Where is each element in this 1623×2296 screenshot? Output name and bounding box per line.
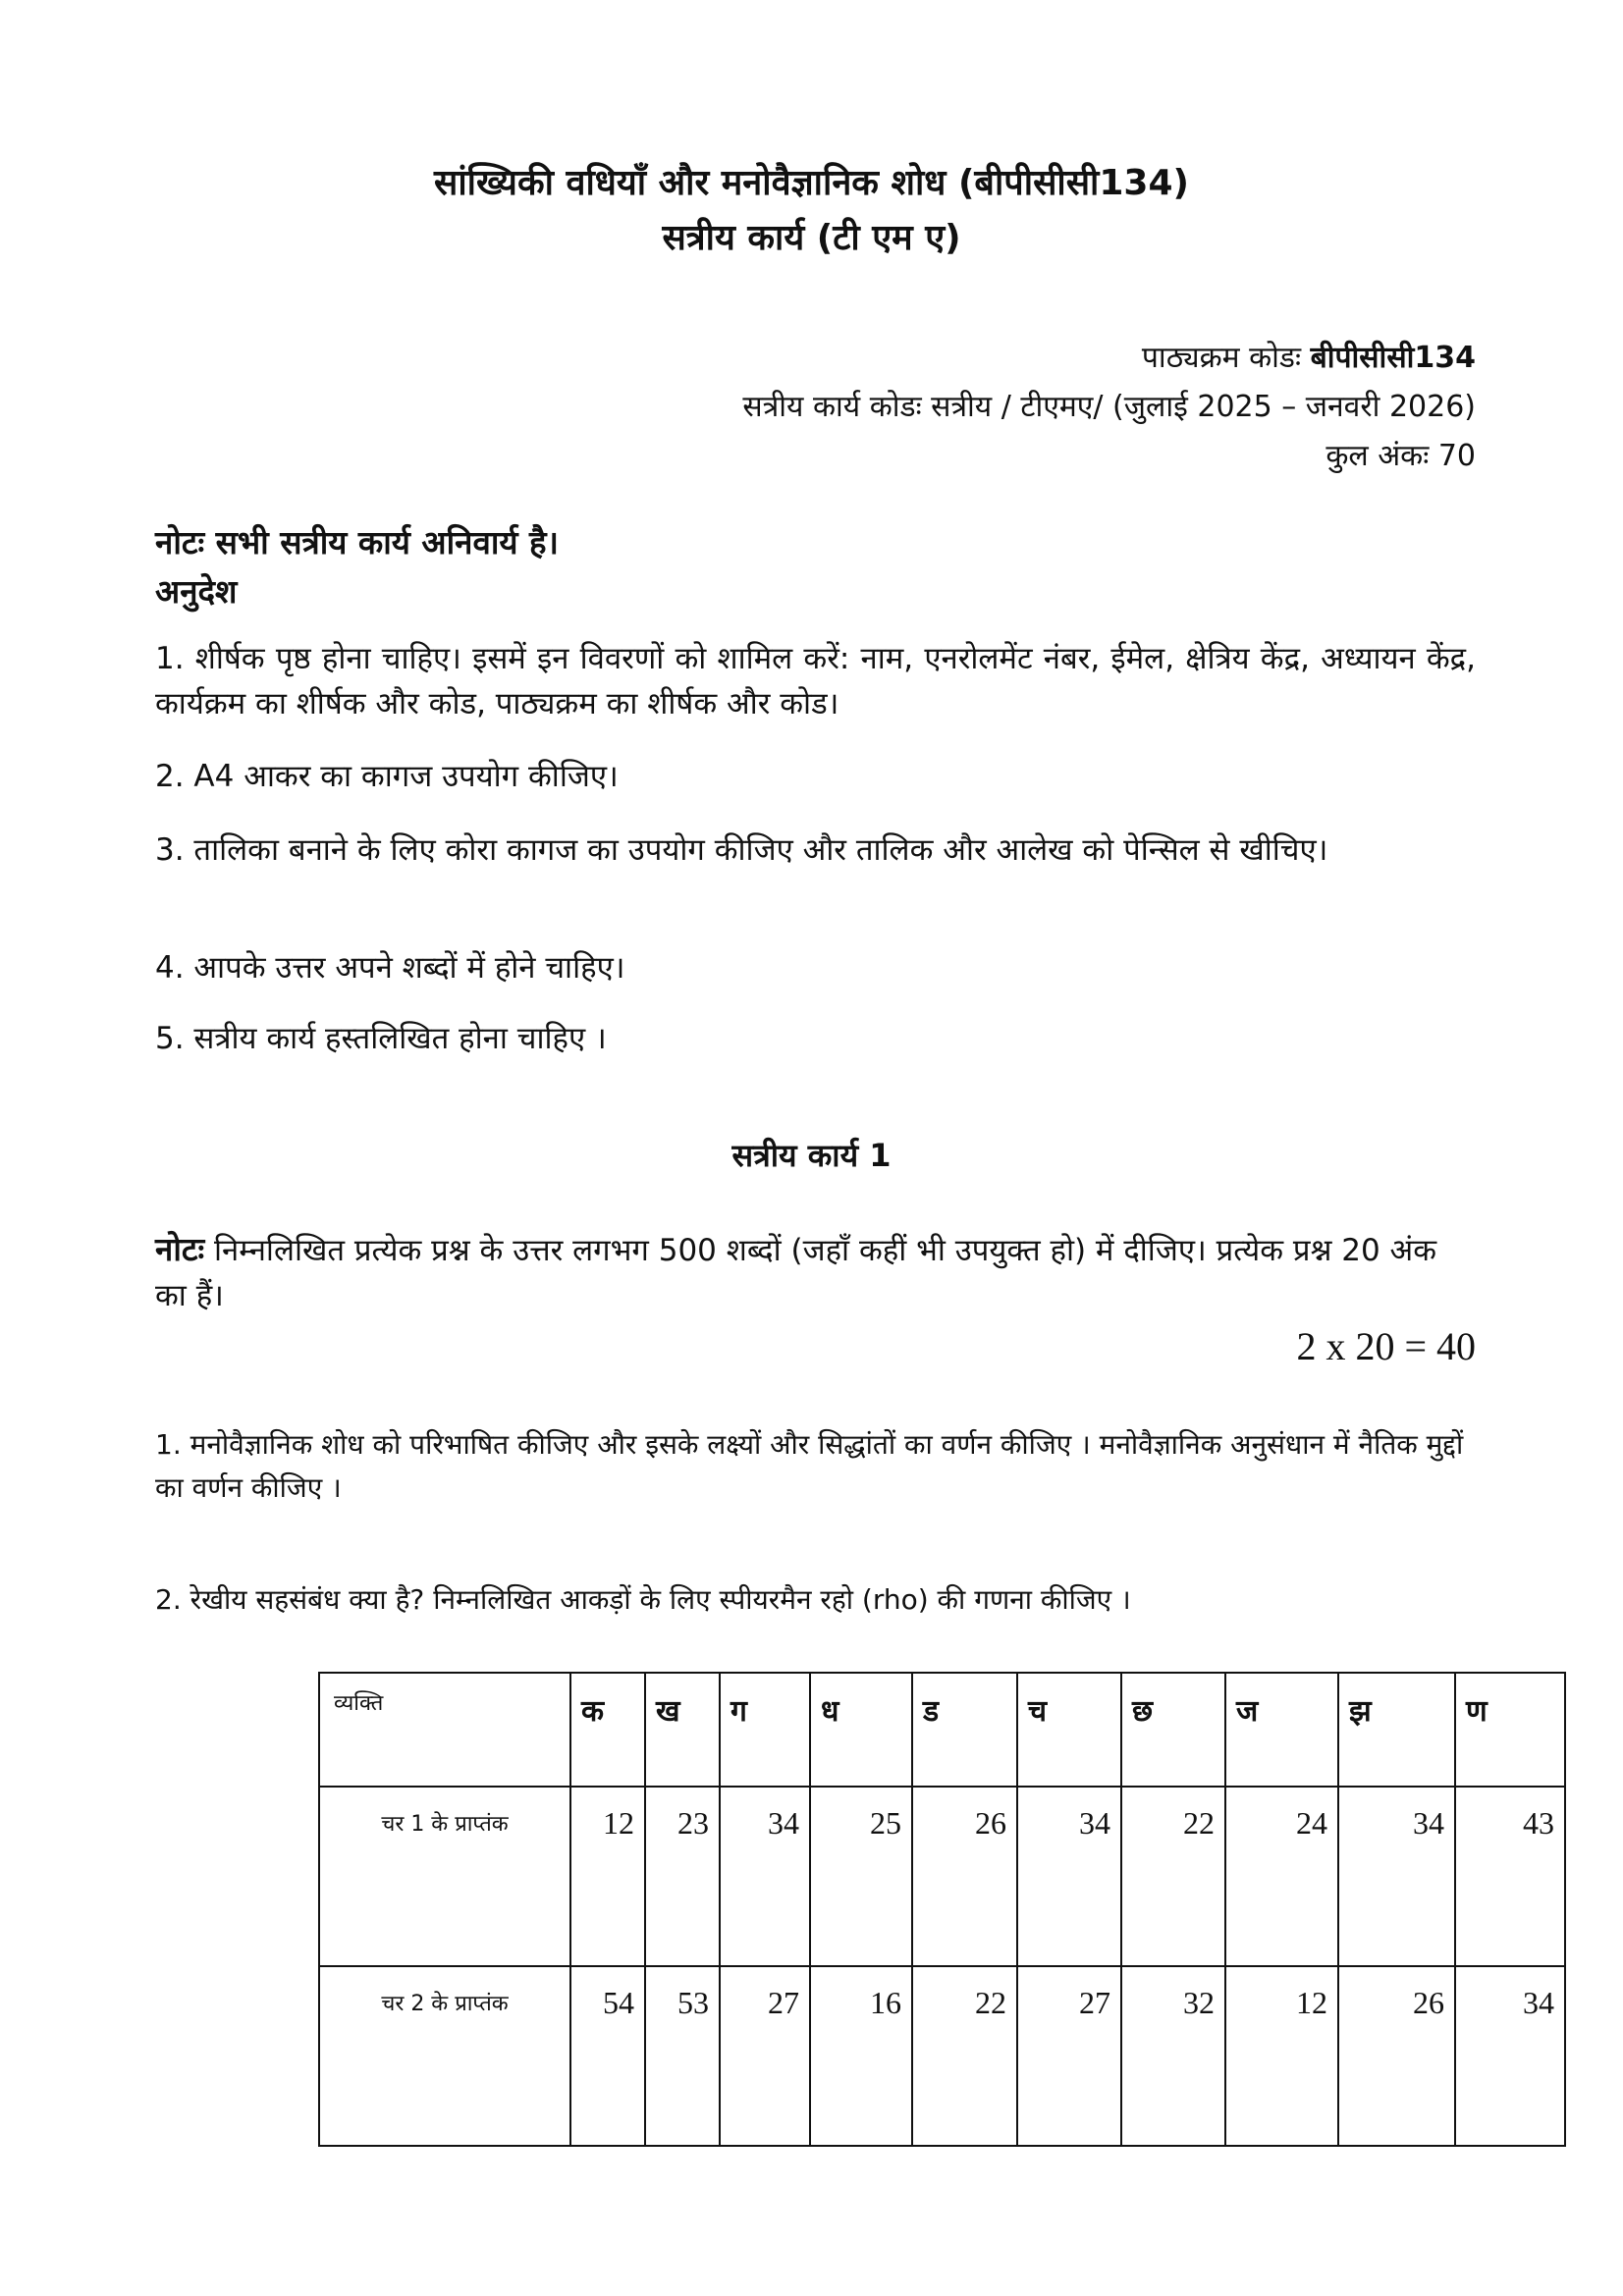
table-cell: 12 — [1225, 1966, 1338, 2146]
instruction-item-3: 3. तालिका बनाने के लिए कोरा कागज का उपयोग कीजिए और तालिक और आलेख को पेन्सिल से खीचिए। — [155, 832, 1328, 868]
section-note-label: नोटः — [155, 1230, 205, 1268]
table-row — [319, 1787, 1565, 1966]
row-label: चर 1 के प्राप्तंक — [319, 1787, 570, 1966]
instruction-item-4: 4. आपके उत्तर अपने शब्दों में होने चाहिए। — [155, 950, 625, 986]
table-cell: 16 — [810, 1966, 912, 2146]
table-cell: 26 — [1338, 1966, 1455, 2146]
table-header-cell: ण — [1455, 1673, 1565, 1787]
table-cell: 27 — [720, 1966, 810, 2146]
table-cell: 22 — [1121, 1787, 1225, 1966]
table-header-cell: ख — [645, 1673, 720, 1787]
total-marks-line: कुल अंकः 70 — [1325, 439, 1476, 473]
table-cell: 27 — [1017, 1966, 1121, 2146]
table-cell: 25 — [810, 1787, 912, 1966]
table-cell: 24 — [1225, 1787, 1338, 1966]
instruction-item-1: 1. शीर्षक पृष्ठ होना चाहिए। इसमें इन विवरणों को शामिल करें: नाम, एनरोलमेंट नंबर, ईमेल, क्षेत्रिय केंद्र, अध्यायन केंद्र, कार्यक्रम का शीर्षक और कोड, पाठ्यक्रम का शीर्षक और कोड। — [155, 641, 1476, 721]
table-cell: 54 — [570, 1966, 645, 2146]
table-cell: 23 — [645, 1787, 720, 1966]
table-cell: 34 — [720, 1787, 810, 1966]
table-header-cell: च — [1017, 1673, 1121, 1787]
table-cell: 43 — [1455, 1787, 1565, 1966]
question-1: 1. मनोवैज्ञानिक शोध को परिभाषित कीजिए और इसके लक्ष्यों और सिद्धांतों का वर्णन कीजिए । मनोवैज्ञानिक अनुसंधान में नैतिक मुद्दों का वर्णन कीजिए । — [155, 1428, 1464, 1504]
instruction-item-5: 5. सत्रीय कार्य हस्तलिखित होना चाहिए । — [155, 1021, 607, 1056]
document-title: सांख्यिकी वधियाँ और मनोवैज्ञानिक शोध (बीपीसीसी134) — [434, 163, 1189, 203]
course-code-label: पाठ्यक्रम कोडः — [1141, 341, 1302, 375]
table-cell: 32 — [1121, 1966, 1225, 2146]
course-code-value: बीपीसीसी134 — [1310, 341, 1476, 375]
table-row — [319, 1966, 1565, 2146]
table-header-cell: ध — [810, 1673, 912, 1787]
table-header-cell: ज — [1225, 1673, 1338, 1787]
table-cell: 34 — [1338, 1787, 1455, 1966]
instructions-heading: अनुदेश — [155, 572, 238, 611]
table-header-label: व्यक्ति — [319, 1673, 570, 1787]
table-cell: 22 — [912, 1966, 1017, 2146]
scores-table — [318, 1672, 1566, 2147]
table-header-cell: झ — [1338, 1673, 1455, 1787]
document-subtitle: सत्रीय कार्य (टी एम ए) — [662, 218, 961, 258]
question-2: 2. रेखीय सहसंबंध क्या है? निम्नलिखित आकड़ों के लिए स्पीयरमैन रहो (rho) की गणना कीजिए । — [155, 1583, 1131, 1616]
mandatory-note: नोटः सभी सत्रीय कार्य अनिवार्य है। — [155, 523, 560, 561]
section-note — [155, 1227, 1476, 1318]
instruction-item-2: 2. A4 आकर का कागज उपयोग कीजिए। — [155, 759, 619, 794]
assignment-code-line: सत्रीय कार्य कोडः सत्रीय / टीएमए/ (जुलाई 2025 – जनवरी 2026) — [742, 390, 1476, 424]
table-cell: 34 — [1455, 1966, 1565, 2146]
table-header-cell: ड — [912, 1673, 1017, 1787]
table-header-cell: क — [570, 1673, 645, 1787]
table-cell: 12 — [570, 1787, 645, 1966]
table-header-cell: ग — [720, 1673, 810, 1787]
section-heading: सत्रीय कार्य 1 — [731, 1137, 892, 1174]
course-code-line — [1142, 336, 1476, 376]
table-header-cell: छ — [1121, 1673, 1225, 1787]
marks-formula: 2 x 20 = 40 — [1296, 1324, 1476, 1368]
table-cell: 53 — [645, 1966, 720, 2146]
table-cell: 26 — [912, 1787, 1017, 1966]
section-note-text: निम्नलिखित प्रत्येक प्रश्न के उत्तर लगभग 500 शब्दों (जहाँ कहीं भी उपयुक्त हो) में दीजिए। प्रत्येक प्रश्न 20 अंक का हैं। — [155, 1233, 1437, 1313]
row-label: चर 2 के प्राप्तंक — [319, 1966, 570, 2146]
table-cell: 34 — [1017, 1787, 1121, 1966]
table-header-row — [319, 1673, 1565, 1787]
